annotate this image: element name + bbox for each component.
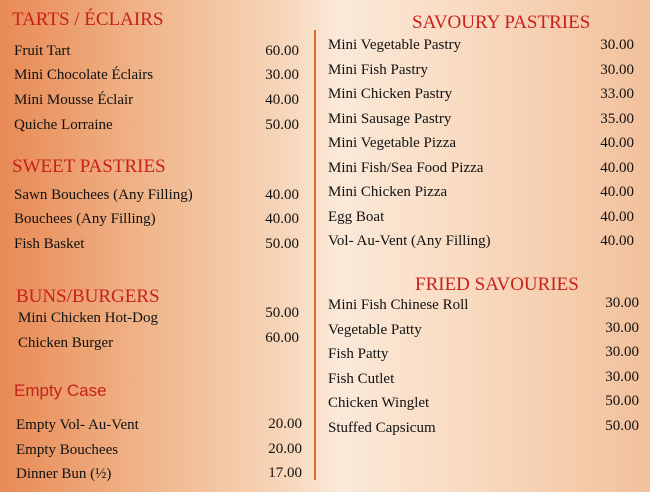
menu-item-price: 40.00	[600, 184, 634, 200]
savoury-heading: SAVOURY PASTRIES	[412, 12, 591, 33]
menu-item-price: 30.00	[605, 320, 639, 336]
menu-item-price: 40.00	[600, 233, 634, 249]
menu-item-name: Mini Mousse Éclair	[14, 92, 134, 108]
tarts-heading: TARTS / ÉCLAIRS	[12, 9, 164, 30]
menu-item-name: Fish Cutlet	[328, 371, 395, 387]
menu-item-price: 40.00	[600, 160, 634, 176]
menu-item-price: 50.00	[605, 418, 639, 434]
menu-item-name: Mini Vegetable Pastry	[328, 37, 462, 53]
menu-item-price: 30.00	[600, 37, 634, 53]
menu-item-price: 35.00	[600, 111, 634, 127]
menu-item-price: 50.00	[265, 236, 299, 252]
menu-item-name: Dinner Bun (½)	[16, 466, 112, 482]
menu-item-name: Fruit Tart	[14, 43, 71, 59]
menu-item-price: 40.00	[600, 135, 634, 151]
menu-item-name: Quiche Lorraine	[14, 117, 113, 133]
menu-item-name: Mini Chicken Pizza	[328, 184, 448, 200]
menu-item-name: Mini Sausage Pastry	[328, 111, 452, 127]
menu-item-name: Mini Vegetable Pizza	[328, 135, 457, 151]
column-divider	[314, 30, 316, 480]
menu-item-price: 50.00	[265, 117, 299, 133]
menu-item-price: 60.00	[265, 330, 299, 346]
menu-item-name: Fish Patty	[328, 346, 389, 362]
menu-item-price: 30.00	[605, 295, 639, 311]
menu-item-name: Mini Fish/Sea Food Pizza	[328, 160, 484, 176]
menu-item-price: 40.00	[265, 211, 299, 227]
menu-item-name: Mini Chocolate Éclairs	[14, 67, 154, 83]
menu-item-price: 30.00	[605, 344, 639, 360]
menu-item-name: Fish Basket	[14, 236, 85, 252]
empty-case-heading: Empty Case	[14, 381, 107, 400]
menu-item-price: 20.00	[268, 441, 302, 457]
menu-item-name: Vegetable Patty	[328, 322, 422, 338]
menu-item-name: Empty Vol- Au-Vent	[16, 417, 139, 433]
buns-heading: BUNS/BURGERS	[16, 286, 160, 307]
menu-item-price: 33.00	[600, 86, 634, 102]
menu-item-name: Mini Fish Chinese Roll	[328, 297, 469, 313]
menu-item-price: 40.00	[265, 187, 299, 203]
menu-item-name: Vol- Au-Vent (Any Filling)	[328, 233, 491, 249]
menu-item-price: 50.00	[265, 305, 299, 321]
menu-item-price: 40.00	[265, 92, 299, 108]
menu-item-name: Bouchees (Any Filling)	[14, 211, 156, 227]
menu-item-price: 30.00	[605, 369, 639, 385]
menu-item-price: 20.00	[268, 416, 302, 432]
fried-heading: FRIED SAVOURIES	[415, 274, 579, 295]
menu-item-name: Mini Chicken Pastry	[328, 86, 453, 102]
menu-item-name: Egg Boat	[328, 209, 385, 225]
menu-item-name: Stuffed Capsicum	[328, 420, 436, 436]
menu-item-name: Mini Chicken Hot-Dog	[18, 310, 158, 326]
sweet-heading: SWEET PASTRIES	[12, 156, 166, 177]
menu-item-price: 17.00	[268, 465, 302, 481]
menu-item-price: 60.00	[265, 43, 299, 59]
menu-item-name: Chicken Winglet	[328, 395, 430, 411]
menu-item-price: 40.00	[600, 209, 634, 225]
menu-item-name: Empty Bouchees	[16, 442, 119, 458]
menu-item-name: Sawn Bouchees (Any Filling)	[14, 187, 193, 203]
menu-item-price: 50.00	[605, 393, 639, 409]
menu-item-price: 30.00	[265, 67, 299, 83]
menu-item-name: Mini Fish Pastry	[328, 62, 429, 78]
menu-item-name: Chicken Burger	[18, 335, 114, 351]
menu-item-price: 30.00	[600, 62, 634, 78]
